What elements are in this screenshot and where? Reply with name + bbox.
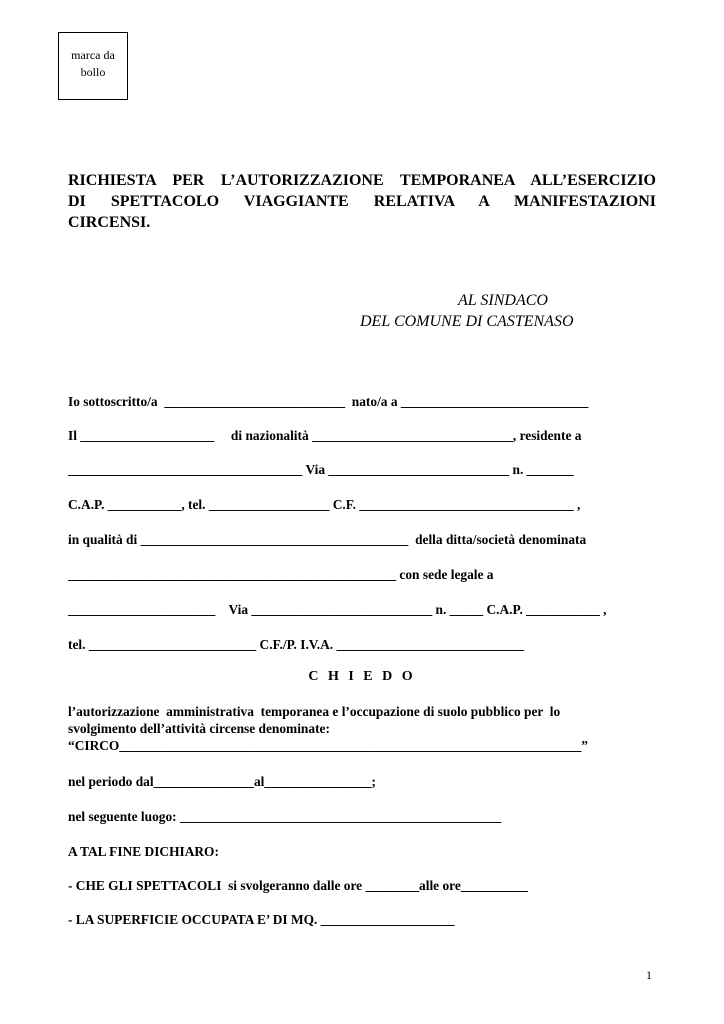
stamp-label-line2: bollo	[80, 65, 106, 79]
stamp-label-line1: marca da	[71, 48, 115, 62]
field-line-role[interactable]: in qualità di ________________________________________ della ditta/società denominata	[68, 532, 587, 547]
circus-name-field[interactable]: “CIRCO_____________________________________________________________________”	[68, 738, 589, 753]
revenue-stamp-box	[58, 32, 128, 100]
show-hours-field[interactable]: - CHE GLI SPETTACOLI si svolgeranno dalle ore ________alle ore__________	[68, 878, 528, 893]
field-line-company[interactable]: _________________________________________________ con sede legale a	[68, 567, 494, 582]
document-title	[68, 170, 656, 233]
field-line-name-birthplace[interactable]: Io sottoscritto/a ___________________________ nato/a a ____________________________	[68, 394, 589, 409]
addressee-block	[360, 290, 620, 332]
page-number: 1	[646, 968, 652, 982]
title-line-1: RICHIESTA PER L’AUTORIZZAZIONE TEMPORANEA ALL’ESERCIZIO	[68, 172, 656, 189]
surface-field[interactable]: - LA SUPERFICIE OCCUPATA E’ DI MQ. ____________________	[68, 912, 455, 927]
request-heading: C H I E D O	[308, 669, 416, 684]
period-field[interactable]: nel periodo dal_______________al________________;	[68, 774, 376, 789]
field-line-cap-tel-cf[interactable]: C.A.P. ___________, tel. __________________ C.F. ________________________________ ,	[68, 497, 581, 512]
field-line-legal-address[interactable]: ______________________ Via ___________________________ n. _____ C.A.P. ___________ ,	[68, 602, 607, 617]
request-line-1: l’autorizzazione amministrativa temporanea e l’occupazione di suolo pubblico per lo	[68, 704, 561, 719]
request-line-2: svolgimento dell’attività circense denominate:	[68, 721, 330, 736]
request-paragraph	[68, 703, 628, 754]
place-field[interactable]: nel seguente luogo: ________________________________________________	[68, 809, 502, 824]
declaration-heading: A TAL FINE DICHIARO:	[68, 844, 219, 859]
addressee-line-1: AL SINDACO	[458, 292, 548, 309]
field-line-birthdate-nationality[interactable]: Il ____________________ di nazionalità ______________________________, residente a	[68, 428, 582, 443]
title-line-2: DI SPETTACOLO VIAGGIANTE RELATIVA A MANIFESTAZIONI	[68, 193, 656, 210]
addressee-line-2: DEL COMUNE DI CASTENASO	[360, 313, 574, 330]
field-line-company-tel-vat[interactable]: tel. _________________________ C.F./P. I.V.A. ____________________________	[68, 637, 524, 652]
field-line-residence[interactable]: ___________________________________ Via ___________________________ n. _______	[68, 462, 574, 477]
title-line-3: CIRCENSI.	[68, 214, 151, 231]
